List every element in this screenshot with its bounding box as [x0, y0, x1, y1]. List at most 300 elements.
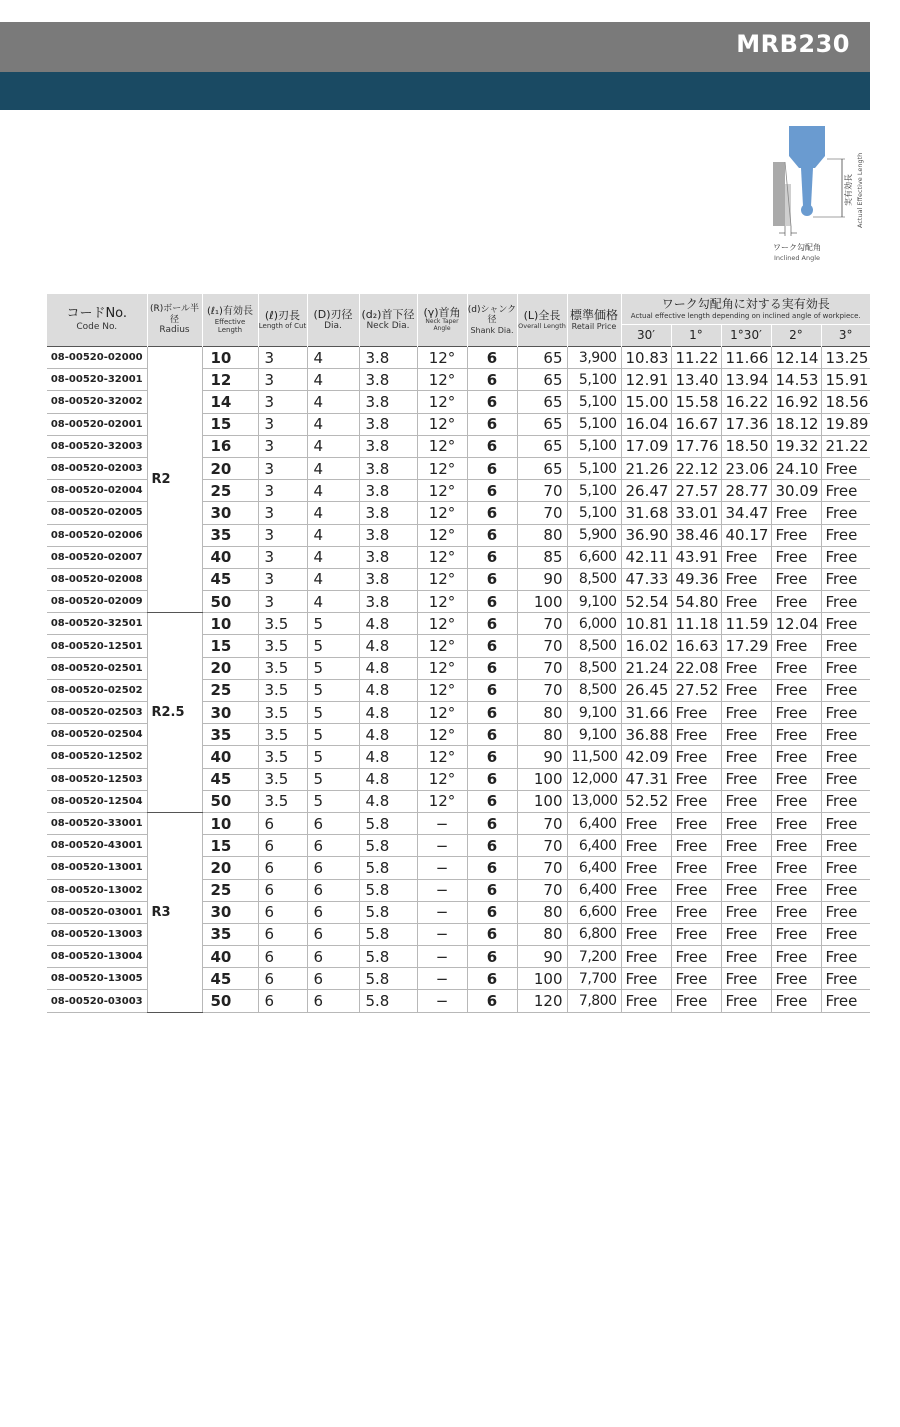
code-cell: 08-00520-02503: [47, 702, 147, 724]
neck-dia-cell: 5.8: [359, 857, 417, 879]
inclined-length-cell: Free: [821, 679, 870, 701]
inclined-length-cell: Free: [771, 746, 821, 768]
dia-cell: 5: [307, 746, 359, 768]
inclined-length-cell: 38.46: [671, 524, 721, 546]
inclined-length-cell: 31.68: [621, 502, 671, 524]
inclined-length-cell: Free: [821, 568, 870, 590]
price-cell: 6,400: [567, 857, 621, 879]
inclined-length-cell: 47.31: [621, 768, 671, 790]
inclined-length-cell: 17.29: [721, 635, 771, 657]
dia-cell: 4: [307, 480, 359, 502]
inclined-length-cell: Free: [671, 768, 721, 790]
angle-header: 30′: [621, 325, 671, 347]
dia-cell: 4: [307, 524, 359, 546]
price-cell: 5,100: [567, 435, 621, 457]
price-cell: 6,400: [567, 812, 621, 834]
dia-cell: 6: [307, 901, 359, 923]
col-header-neck-taper: (γ)首角 Neck Taper Angle: [417, 294, 467, 347]
col-header-length-of-cut: (ℓ)刃長 Length of Cut: [258, 294, 307, 347]
inclined-length-cell: Free: [821, 923, 870, 945]
inclined-length-cell: 15.00: [621, 391, 671, 413]
inclined-length-cell: Free: [771, 879, 821, 901]
length-of-cut-cell: 3: [258, 413, 307, 435]
inclined-length-cell: 23.06: [721, 457, 771, 479]
length-of-cut-cell: 3.5: [258, 635, 307, 657]
neck-dia-cell: 4.8: [359, 746, 417, 768]
effective-length-cell: 25: [202, 879, 258, 901]
effective-length-cell: 10: [202, 613, 258, 635]
shank-dia-cell: 6: [467, 502, 517, 524]
overall-length-cell: 70: [517, 657, 567, 679]
price-cell: 8,500: [567, 679, 621, 701]
inclined-length-cell: 21.22: [821, 435, 870, 457]
inclined-length-cell: Free: [771, 835, 821, 857]
length-of-cut-cell: 6: [258, 879, 307, 901]
neck-taper-cell: −: [417, 923, 467, 945]
inclined-length-cell: Free: [821, 457, 870, 479]
shank-dia-cell: 6: [467, 857, 517, 879]
neck-taper-cell: 12°: [417, 657, 467, 679]
length-of-cut-cell: 6: [258, 901, 307, 923]
length-of-cut-cell: 3: [258, 546, 307, 568]
price-cell: 7,200: [567, 946, 621, 968]
inclined-length-cell: Free: [721, 657, 771, 679]
effective-length-cell: 15: [202, 413, 258, 435]
inclined-length-cell: Free: [821, 524, 870, 546]
neck-taper-cell: −: [417, 990, 467, 1012]
inclined-length-cell: Free: [771, 812, 821, 834]
length-of-cut-cell: 6: [258, 968, 307, 990]
inclined-length-cell: Free: [671, 857, 721, 879]
length-of-cut-cell: 3.5: [258, 724, 307, 746]
length-of-cut-cell: 3.5: [258, 790, 307, 812]
dia-cell: 4: [307, 546, 359, 568]
price-cell: 8,500: [567, 635, 621, 657]
inclined-length-cell: Free: [821, 702, 870, 724]
code-cell: 08-00520-02004: [47, 480, 147, 502]
effective-length-cell: 30: [202, 702, 258, 724]
overall-length-cell: 65: [517, 435, 567, 457]
neck-taper-cell: 12°: [417, 591, 467, 613]
overall-length-cell: 65: [517, 391, 567, 413]
inclined-length-cell: Free: [721, 968, 771, 990]
neck-taper-cell: 12°: [417, 635, 467, 657]
neck-taper-cell: 12°: [417, 413, 467, 435]
neck-dia-cell: 5.8: [359, 968, 417, 990]
inclined-length-cell: 19.89: [821, 413, 870, 435]
inclined-length-cell: Free: [721, 990, 771, 1012]
inclined-length-cell: Free: [721, 790, 771, 812]
inclined-length-cell: 42.09: [621, 746, 671, 768]
overall-length-cell: 65: [517, 457, 567, 479]
length-of-cut-cell: 6: [258, 923, 307, 945]
inclined-length-cell: 19.32: [771, 435, 821, 457]
overall-length-cell: 65: [517, 347, 567, 369]
neck-dia-cell: 3.8: [359, 435, 417, 457]
inclined-length-cell: Free: [821, 901, 870, 923]
dia-cell: 4: [307, 591, 359, 613]
inclined-length-cell: 40.17: [721, 524, 771, 546]
code-cell: 08-00520-13003: [47, 923, 147, 945]
inclined-length-cell: 11.22: [671, 347, 721, 369]
inclined-length-cell: Free: [621, 812, 671, 834]
inclined-length-cell: Free: [721, 546, 771, 568]
overall-length-cell: 70: [517, 635, 567, 657]
price-cell: 6,600: [567, 546, 621, 568]
inclined-length-cell: Free: [821, 613, 870, 635]
inclined-length-cell: 10.81: [621, 613, 671, 635]
dia-cell: 5: [307, 724, 359, 746]
inclined-length-cell: 16.02: [621, 635, 671, 657]
inclined-length-cell: 15.58: [671, 391, 721, 413]
inclined-length-cell: 43.91: [671, 546, 721, 568]
inclined-length-cell: Free: [721, 724, 771, 746]
inclined-length-cell: 42.11: [621, 546, 671, 568]
inclined-length-cell: 27.52: [671, 679, 721, 701]
neck-dia-cell: 4.8: [359, 613, 417, 635]
dia-cell: 4: [307, 413, 359, 435]
code-cell: 08-00520-12501: [47, 635, 147, 657]
code-cell: 08-00520-32002: [47, 391, 147, 413]
inclined-length-cell: 22.08: [671, 657, 721, 679]
dia-cell: 5: [307, 679, 359, 701]
inclined-length-cell: Free: [771, 679, 821, 701]
price-cell: 13,000: [567, 790, 621, 812]
neck-dia-cell: 5.8: [359, 812, 417, 834]
neck-dia-cell: 5.8: [359, 879, 417, 901]
neck-dia-cell: 3.8: [359, 369, 417, 391]
inclined-length-cell: Free: [721, 857, 771, 879]
inclined-length-cell: Free: [821, 968, 870, 990]
inclined-length-cell: Free: [671, 746, 721, 768]
neck-dia-cell: 5.8: [359, 901, 417, 923]
effective-length-label-jp: 実有効長: [844, 174, 853, 206]
angle-header: 2°: [771, 325, 821, 347]
length-of-cut-cell: 6: [258, 812, 307, 834]
inclined-length-cell: 15.91: [821, 369, 870, 391]
inclined-length-cell: 21.24: [621, 657, 671, 679]
code-cell: 08-00520-12503: [47, 768, 147, 790]
inclined-length-cell: 26.47: [621, 480, 671, 502]
inclined-length-cell: 21.26: [621, 457, 671, 479]
dia-cell: 4: [307, 502, 359, 524]
inclined-length-cell: Free: [721, 835, 771, 857]
neck-dia-cell: 5.8: [359, 990, 417, 1012]
inclined-length-cell: Free: [671, 923, 721, 945]
length-of-cut-cell: 3.5: [258, 768, 307, 790]
inclined-length-cell: 12.04: [771, 613, 821, 635]
col-header-radius: (R)ボール半径 Radius: [147, 294, 202, 347]
dia-cell: 5: [307, 790, 359, 812]
neck-dia-cell: 3.8: [359, 413, 417, 435]
neck-dia-cell: 4.8: [359, 768, 417, 790]
shank-dia-cell: 6: [467, 746, 517, 768]
inclined-length-cell: Free: [721, 568, 771, 590]
inclined-length-cell: Free: [821, 768, 870, 790]
length-of-cut-cell: 3: [258, 591, 307, 613]
effective-length-cell: 50: [202, 990, 258, 1012]
overall-length-cell: 85: [517, 546, 567, 568]
shank-dia-cell: 6: [467, 812, 517, 834]
inclined-length-cell: Free: [621, 901, 671, 923]
length-of-cut-cell: 3.5: [258, 657, 307, 679]
overall-length-cell: 70: [517, 835, 567, 857]
neck-dia-cell: 3.8: [359, 391, 417, 413]
code-cell: 08-00520-02001: [47, 413, 147, 435]
price-cell: 6,800: [567, 923, 621, 945]
inclined-length-cell: Free: [671, 990, 721, 1012]
code-cell: 08-00520-32501: [47, 613, 147, 635]
shank-dia-cell: 6: [467, 768, 517, 790]
inclined-length-cell: Free: [721, 591, 771, 613]
overall-length-cell: 80: [517, 724, 567, 746]
neck-taper-cell: 12°: [417, 502, 467, 524]
inclined-length-cell: Free: [771, 901, 821, 923]
inclined-length-cell: Free: [721, 901, 771, 923]
length-of-cut-cell: 6: [258, 835, 307, 857]
effective-length-cell: 12: [202, 369, 258, 391]
col-header-retail-price: 標準価格 Retail Price: [567, 294, 621, 347]
shank-dia-cell: 6: [467, 435, 517, 457]
table-row: [47, 812, 870, 834]
neck-taper-cell: 12°: [417, 391, 467, 413]
code-cell: 08-00520-13002: [47, 879, 147, 901]
overall-length-cell: 80: [517, 923, 567, 945]
neck-dia-cell: 3.8: [359, 568, 417, 590]
neck-dia-cell: 4.8: [359, 635, 417, 657]
effective-length-cell: 40: [202, 746, 258, 768]
overall-length-cell: 70: [517, 857, 567, 879]
inclined-length-cell: 22.12: [671, 457, 721, 479]
neck-taper-cell: 12°: [417, 480, 467, 502]
shank-dia-cell: 6: [467, 413, 517, 435]
inclined-length-cell: Free: [721, 702, 771, 724]
inclined-length-cell: Free: [671, 946, 721, 968]
inclined-length-cell: Free: [821, 790, 870, 812]
inclined-length-cell: Free: [621, 946, 671, 968]
effective-length-cell: 45: [202, 568, 258, 590]
inclined-length-cell: 36.90: [621, 524, 671, 546]
code-cell: 08-00520-33001: [47, 812, 147, 834]
code-cell: 08-00520-32001: [47, 369, 147, 391]
inclined-length-cell: Free: [821, 990, 870, 1012]
neck-taper-cell: −: [417, 901, 467, 923]
neck-taper-cell: −: [417, 835, 467, 857]
neck-taper-cell: 12°: [417, 457, 467, 479]
effective-length-cell: 16: [202, 435, 258, 457]
neck-taper-cell: 12°: [417, 613, 467, 635]
code-cell: 08-00520-43001: [47, 835, 147, 857]
inclined-length-cell: Free: [771, 923, 821, 945]
dia-cell: 6: [307, 990, 359, 1012]
inclined-length-cell: Free: [771, 990, 821, 1012]
code-cell: 08-00520-32003: [47, 435, 147, 457]
inclined-length-cell: Free: [621, 990, 671, 1012]
inclined-length-cell: Free: [821, 546, 870, 568]
spec-table-body: [47, 347, 870, 1013]
angle-header: 1°: [671, 325, 721, 347]
inclined-length-cell: Free: [771, 702, 821, 724]
dia-cell: 6: [307, 835, 359, 857]
effective-length-cell: 15: [202, 835, 258, 857]
shank-dia-cell: 6: [467, 546, 517, 568]
spec-table: [47, 294, 870, 1013]
overall-length-cell: 100: [517, 790, 567, 812]
neck-taper-cell: 12°: [417, 524, 467, 546]
inclined-length-cell: 17.09: [621, 435, 671, 457]
price-cell: 5,100: [567, 457, 621, 479]
inclined-length-cell: 30.09: [771, 480, 821, 502]
inclined-length-cell: 16.63: [671, 635, 721, 657]
neck-taper-cell: 12°: [417, 768, 467, 790]
inclined-length-cell: Free: [671, 702, 721, 724]
dia-cell: 4: [307, 391, 359, 413]
overall-length-cell: 70: [517, 480, 567, 502]
tool-diagram: [765, 126, 870, 271]
length-of-cut-cell: 3.5: [258, 679, 307, 701]
inclined-length-cell: Free: [821, 812, 870, 834]
dia-cell: 5: [307, 768, 359, 790]
inclined-length-cell: Free: [821, 635, 870, 657]
angle-header: 3°: [821, 325, 870, 347]
dia-cell: 6: [307, 857, 359, 879]
inclined-length-cell: Free: [771, 635, 821, 657]
inclined-length-cell: 27.57: [671, 480, 721, 502]
effective-length-cell: 30: [202, 901, 258, 923]
length-of-cut-cell: 3: [258, 524, 307, 546]
price-cell: 8,500: [567, 657, 621, 679]
price-cell: 5,100: [567, 413, 621, 435]
length-of-cut-cell: 3: [258, 435, 307, 457]
code-cell: 08-00520-03001: [47, 901, 147, 923]
dia-cell: 4: [307, 568, 359, 590]
inclined-length-cell: 47.33: [621, 568, 671, 590]
neck-taper-cell: −: [417, 946, 467, 968]
shank-dia-cell: 6: [467, 391, 517, 413]
effective-length-cell: 10: [202, 347, 258, 369]
inclined-length-cell: Free: [771, 968, 821, 990]
inclined-length-cell: 12.14: [771, 347, 821, 369]
code-cell: 08-00520-02008: [47, 568, 147, 590]
shank-dia-cell: 6: [467, 347, 517, 369]
neck-taper-cell: 12°: [417, 702, 467, 724]
price-cell: 9,100: [567, 724, 621, 746]
inclined-length-cell: 12.91: [621, 369, 671, 391]
inclined-length-cell: Free: [771, 724, 821, 746]
inclined-length-cell: Free: [821, 657, 870, 679]
inclined-length-cell: 33.01: [671, 502, 721, 524]
neck-taper-cell: 12°: [417, 435, 467, 457]
dia-cell: 6: [307, 923, 359, 945]
effective-length-cell: 20: [202, 657, 258, 679]
overall-length-cell: 70: [517, 679, 567, 701]
inclined-length-cell: Free: [821, 835, 870, 857]
neck-dia-cell: 5.8: [359, 946, 417, 968]
length-of-cut-cell: 6: [258, 857, 307, 879]
inclined-length-cell: 17.76: [671, 435, 721, 457]
inclined-length-cell: 34.47: [721, 502, 771, 524]
inclined-length-cell: Free: [721, 768, 771, 790]
inclined-length-cell: 16.22: [721, 391, 771, 413]
effective-length-cell: 35: [202, 724, 258, 746]
price-cell: 5,100: [567, 502, 621, 524]
inclined-length-cell: Free: [671, 724, 721, 746]
col-header-code: コードNo. Code No.: [47, 294, 147, 347]
shank-dia-cell: 6: [467, 457, 517, 479]
neck-taper-cell: 12°: [417, 790, 467, 812]
inclined-length-cell: 11.18: [671, 613, 721, 635]
length-of-cut-cell: 3: [258, 502, 307, 524]
price-cell: 3,900: [567, 347, 621, 369]
dia-cell: 6: [307, 968, 359, 990]
inclined-length-cell: 16.04: [621, 413, 671, 435]
shank-dia-cell: 6: [467, 635, 517, 657]
effective-length-cell: 45: [202, 968, 258, 990]
inclined-length-cell: Free: [671, 790, 721, 812]
inclined-length-cell: 16.92: [771, 391, 821, 413]
effective-length-cell: 15: [202, 635, 258, 657]
dia-cell: 5: [307, 613, 359, 635]
overall-length-cell: 70: [517, 879, 567, 901]
shank-dia-cell: 6: [467, 790, 517, 812]
inclined-length-cell: 18.56: [821, 391, 870, 413]
dia-cell: 5: [307, 702, 359, 724]
dia-cell: 4: [307, 347, 359, 369]
code-cell: 08-00520-02504: [47, 724, 147, 746]
inclined-length-cell: Free: [671, 835, 721, 857]
radius-cell: R2.5: [147, 613, 202, 813]
effective-length-cell: 25: [202, 679, 258, 701]
inclined-length-cell: 36.88: [621, 724, 671, 746]
inclined-length-cell: 18.50: [721, 435, 771, 457]
code-cell: 08-00520-02003: [47, 457, 147, 479]
neck-taper-cell: 12°: [417, 546, 467, 568]
effective-length-cell: 14: [202, 391, 258, 413]
effective-length-cell: 35: [202, 524, 258, 546]
neck-taper-cell: 12°: [417, 746, 467, 768]
inclined-length-cell: Free: [771, 591, 821, 613]
inclined-length-cell: Free: [771, 768, 821, 790]
length-of-cut-cell: 3: [258, 391, 307, 413]
dia-cell: 4: [307, 435, 359, 457]
code-cell: 08-00520-02009: [47, 591, 147, 613]
inclined-length-cell: 16.67: [671, 413, 721, 435]
inclined-length-cell: 11.66: [721, 347, 771, 369]
inclined-length-cell: Free: [721, 679, 771, 701]
col-header-effective-length: (ℓ₁)有効長 Effective Length: [202, 294, 258, 347]
shank-dia-cell: 6: [467, 990, 517, 1012]
overall-length-cell: 90: [517, 568, 567, 590]
price-cell: 11,500: [567, 746, 621, 768]
effective-length-cell: 20: [202, 457, 258, 479]
shank-dia-cell: 6: [467, 679, 517, 701]
dia-cell: 5: [307, 635, 359, 657]
dia-cell: 6: [307, 812, 359, 834]
shank-dia-cell: 6: [467, 879, 517, 901]
shank-dia-cell: 6: [467, 524, 517, 546]
effective-length-cell: 30: [202, 502, 258, 524]
inclined-length-cell: Free: [771, 946, 821, 968]
inclined-length-cell: Free: [821, 724, 870, 746]
dia-cell: 4: [307, 369, 359, 391]
inclined-length-cell: Free: [821, 746, 870, 768]
neck-taper-cell: 12°: [417, 347, 467, 369]
shank-dia-cell: 6: [467, 657, 517, 679]
shank-dia-cell: 6: [467, 724, 517, 746]
neck-dia-cell: 3.8: [359, 524, 417, 546]
shank-dia-cell: 6: [467, 591, 517, 613]
price-cell: 6,600: [567, 901, 621, 923]
